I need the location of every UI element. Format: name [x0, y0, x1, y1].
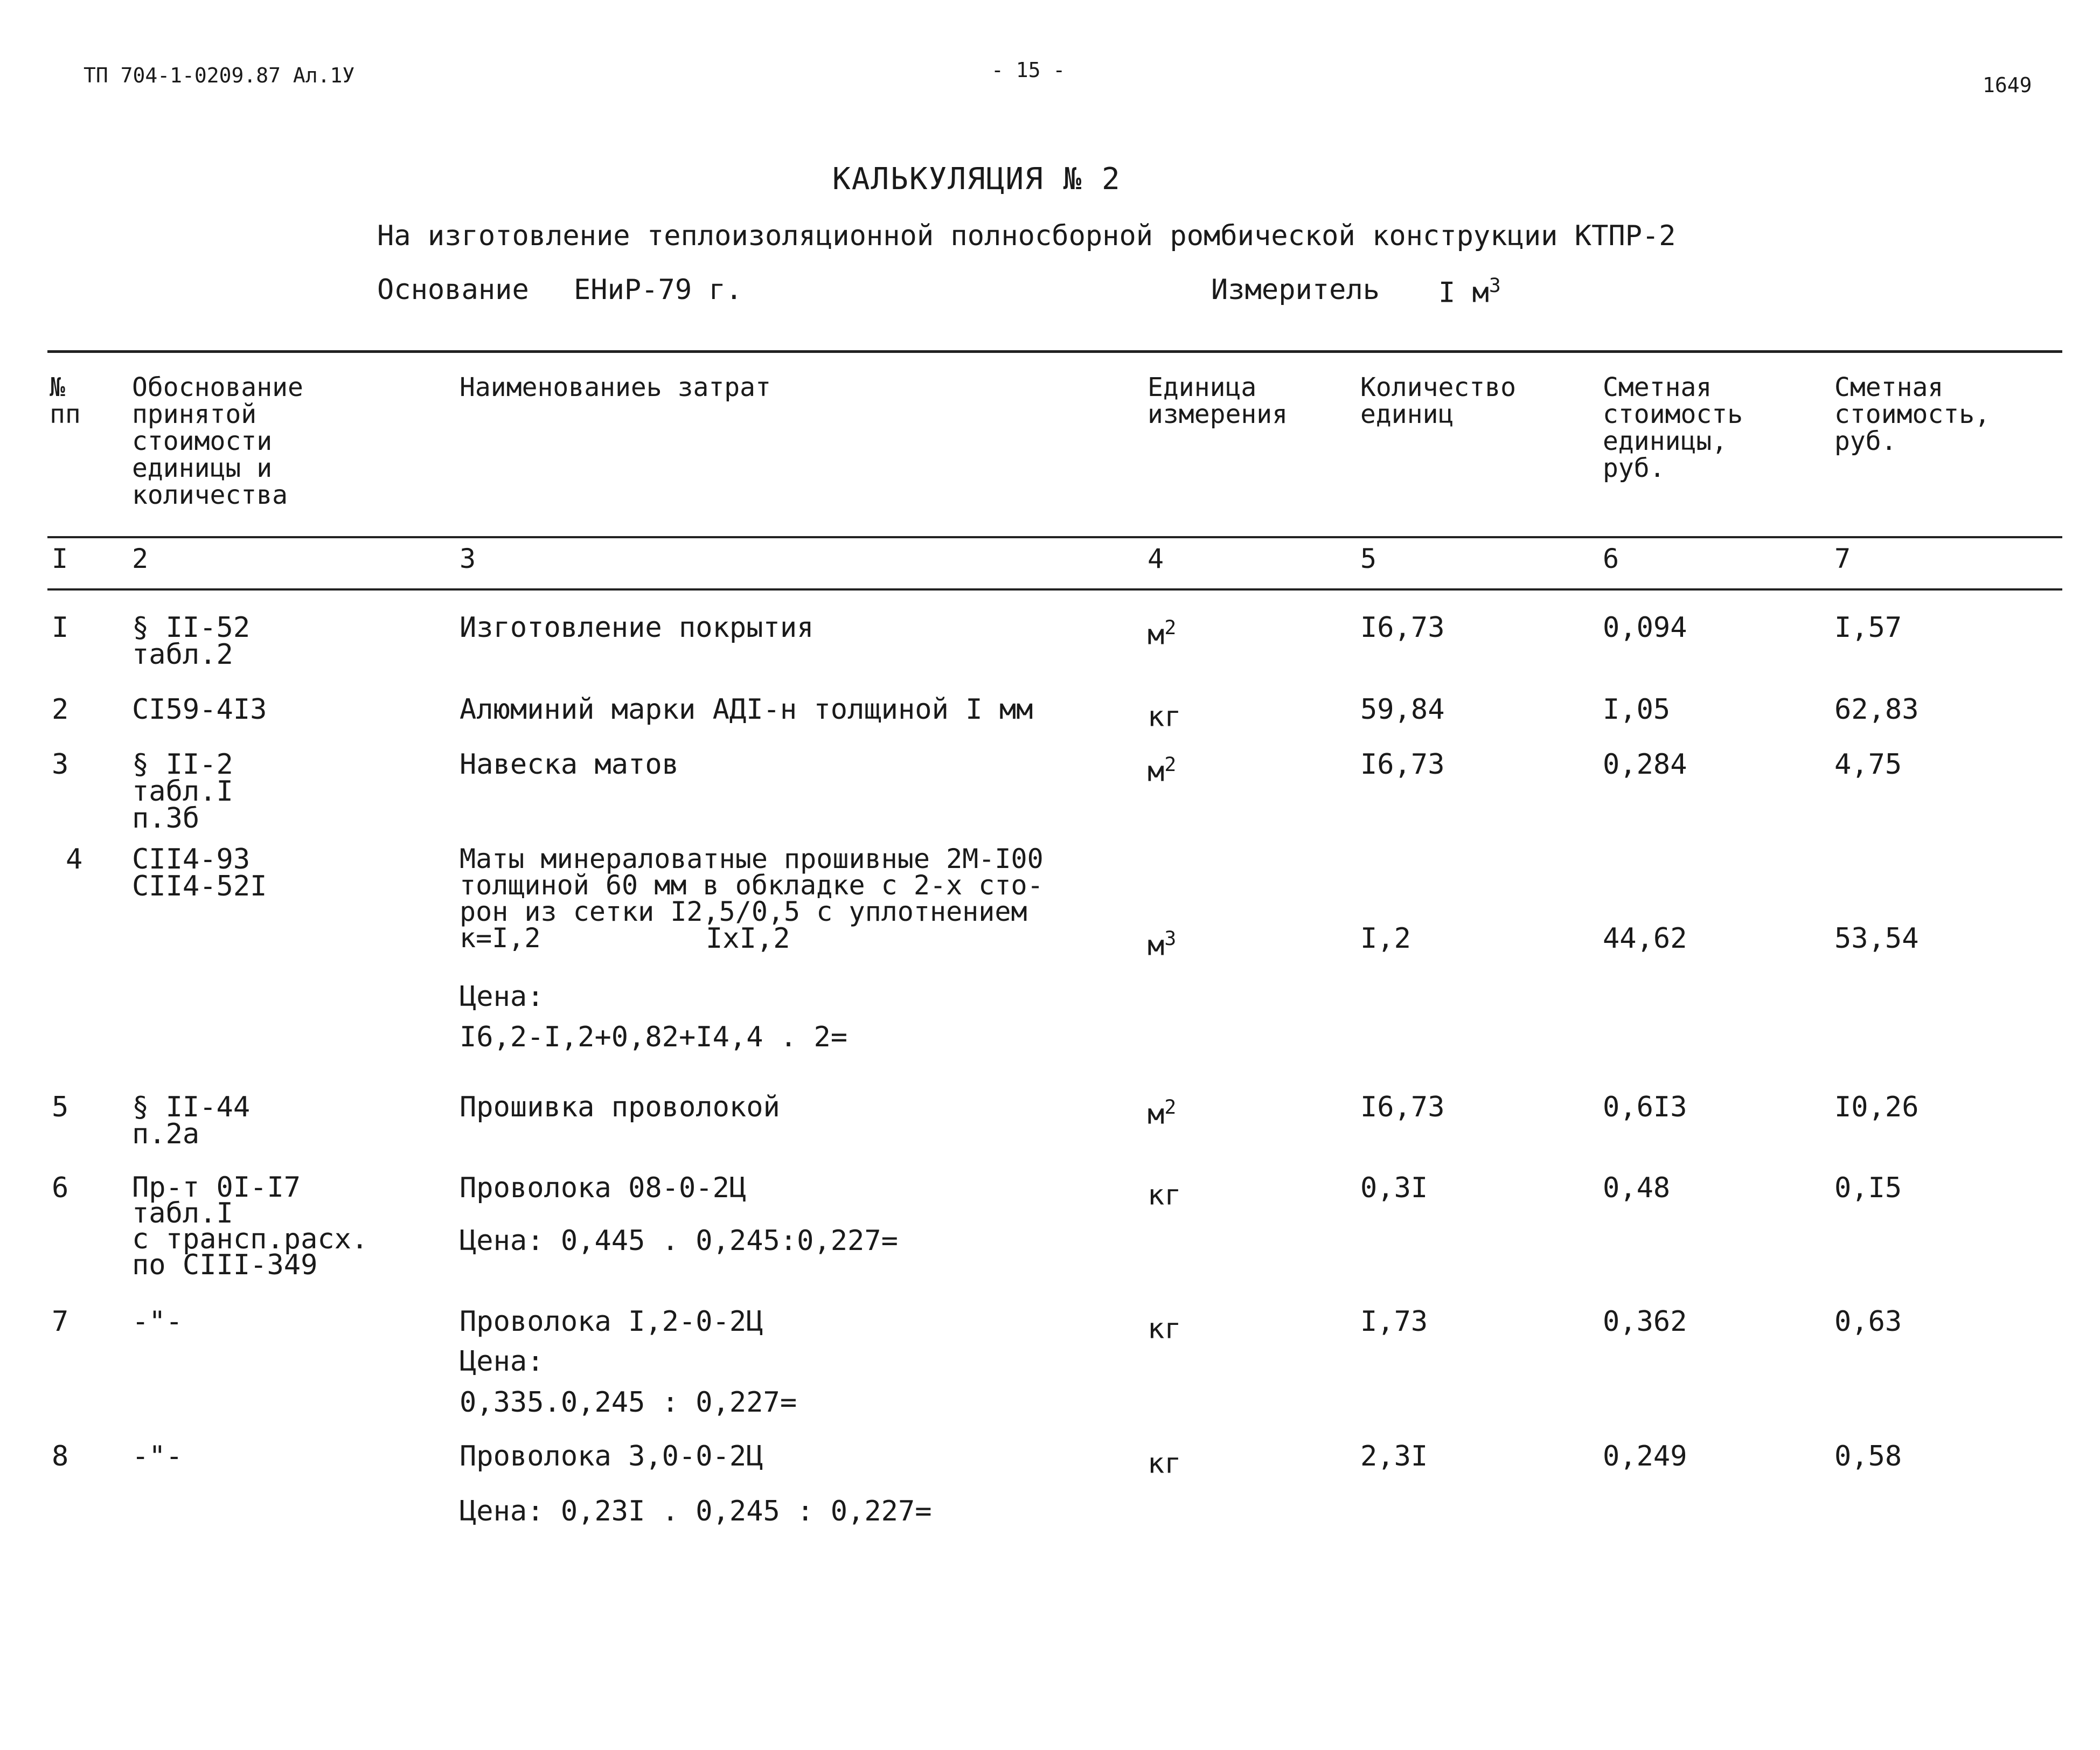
row-basis: Пр-т 0I-I7 табл.I с трансп.расх. по CIII-349 [132, 1171, 368, 1281]
row-unit: $м^3$ [1148, 927, 1177, 962]
row-name-extra: IxI,2 [706, 922, 790, 955]
row-name: Навеска матов [460, 748, 679, 781]
row-unit: кг [1148, 700, 1181, 733]
row-quantity: 59,84 [1360, 693, 1445, 726]
row-name: Изготовление покрытия [460, 612, 814, 644]
column-number: 2 [132, 543, 149, 574]
table-top-rule [47, 350, 2062, 353]
row-number: 6 [52, 1172, 69, 1204]
row-basis: -"- [132, 1440, 183, 1473]
row-basis: CI59-4I3 [132, 693, 267, 726]
row-quantity: I6,73 [1360, 1091, 1445, 1123]
row-number: 3 [52, 748, 69, 781]
row-unit-price: 0,6I3 [1603, 1091, 1687, 1123]
row-name: Проволока I,2-0-2Ц [460, 1305, 763, 1338]
row-unit-price: 0,48 [1603, 1172, 1671, 1204]
row-number: I [52, 612, 69, 644]
row-number: 8 [52, 1440, 69, 1473]
table-colnum-rule [47, 588, 2062, 591]
row-number: 7 [52, 1305, 69, 1338]
row-total: I,57 [1834, 612, 1902, 644]
document-title: КАЛЬКУЛЯЦИЯ № 2 [832, 162, 1121, 197]
row-unit: $м^2$ [1148, 1095, 1177, 1131]
row-number: 5 [52, 1091, 69, 1123]
row-number: 4 [66, 843, 83, 876]
row-unit: кг [1148, 1447, 1181, 1480]
column-number: 4 [1148, 543, 1164, 574]
row-name: Алюминий марки АДI-н толщиной I мм [460, 693, 1033, 726]
basis-label: Основание [377, 274, 529, 306]
document-code: ТП 704-1-0209.87 Ал.1У [84, 64, 355, 87]
row-quantity: I6,73 [1360, 748, 1445, 781]
table-header-rule [47, 536, 2062, 538]
column-header-quantity: Количество единиц [1360, 372, 1516, 429]
column-number: 7 [1834, 543, 1851, 574]
column-header-basis: Обоснование принятой стоимости единицы и количества [132, 372, 303, 510]
column-header-unit-cost: Сметная стоимость единицы, руб. [1603, 372, 1743, 483]
row-basis: § II-52 табл.2 [132, 612, 251, 671]
row-unit-price: 0,362 [1603, 1305, 1687, 1338]
row-unit-price: 0,284 [1603, 748, 1687, 781]
row-price-label: Цена: [460, 981, 544, 1013]
column-header-number: № пп [50, 372, 81, 429]
column-number: 6 [1603, 543, 1619, 574]
row-quantity: I6,73 [1360, 612, 1445, 644]
row-unit-price: 0,249 [1603, 1440, 1687, 1473]
page-number: - 15 - [991, 58, 1066, 82]
row-price-formula: 0,335.0,245 : 0,227= [460, 1386, 797, 1419]
row-price-label: Цена: [460, 1345, 544, 1378]
row-total: 0,58 [1834, 1440, 1902, 1473]
row-unit-price: 0,094 [1603, 612, 1687, 644]
row-number: 2 [52, 693, 69, 726]
row-price-formula: Цена: 0,23I . 0,245 : 0,227= [460, 1495, 932, 1527]
column-header-name: Наименованиеь затрат [460, 372, 771, 402]
column-header-total-cost: Сметная стоимость, руб. [1834, 372, 1990, 456]
row-name: Прошивка проволокой [460, 1091, 780, 1123]
row-price-formula: Цена: 0,445 . 0,245:0,227= [460, 1225, 898, 1257]
row-unit: $м^2$ [1148, 753, 1177, 788]
column-number: I [52, 543, 68, 574]
row-unit-price: I,05 [1603, 693, 1671, 726]
row-quantity: I,2 [1360, 922, 1411, 955]
row-unit-price: 44,62 [1603, 922, 1687, 955]
row-name: Проволока 08-0-2Ц [460, 1172, 747, 1204]
row-name: Маты минераловатные прошивные 2М-I00 толщиной 60 мм в обкладке с 2-х сто- рон из сетки I2,5/0,5 с уплотнением к=I,2 [460, 843, 1044, 954]
row-quantity: 2,3I [1360, 1440, 1428, 1473]
row-unit: $м^2$ [1148, 616, 1177, 651]
sheet-number: 1649 [1983, 73, 2032, 97]
column-number: 3 [460, 543, 476, 574]
row-unit: кг [1148, 1179, 1181, 1212]
row-total: 4,75 [1834, 748, 1902, 781]
row-total: 0,I5 [1834, 1172, 1902, 1204]
column-number: 5 [1360, 543, 1377, 574]
row-total: I0,26 [1834, 1091, 1919, 1123]
row-price-formula: I6,2-I,2+0,82+I4,4 . 2= [460, 1021, 848, 1053]
measure-label: Измеритель [1211, 274, 1380, 306]
row-total: 0,63 [1834, 1305, 1902, 1338]
row-total: 53,54 [1834, 922, 1919, 955]
row-quantity: I,73 [1360, 1305, 1428, 1338]
basis-value: ЕНиР-79 г. [574, 274, 743, 306]
row-quantity: 0,3I [1360, 1172, 1428, 1204]
measure-value: I $м^3$ [1438, 274, 1501, 309]
row-basis: CII4-93 CII4-52I [132, 843, 267, 902]
row-total: 62,83 [1834, 693, 1919, 726]
row-basis: § II-44 п.2а [132, 1091, 251, 1150]
document-subtitle: На изготовление теплоизоляционной полносборной ромбической конструкции КТПР-2 [377, 220, 1676, 252]
row-basis: -"- [132, 1305, 183, 1338]
row-name: Проволока 3,0-0-2Ц [460, 1440, 763, 1473]
row-unit: кг [1148, 1313, 1181, 1345]
column-header-unit: Единица измерения [1148, 372, 1288, 429]
row-basis: § II-2 табл.I п.3б [132, 748, 233, 835]
